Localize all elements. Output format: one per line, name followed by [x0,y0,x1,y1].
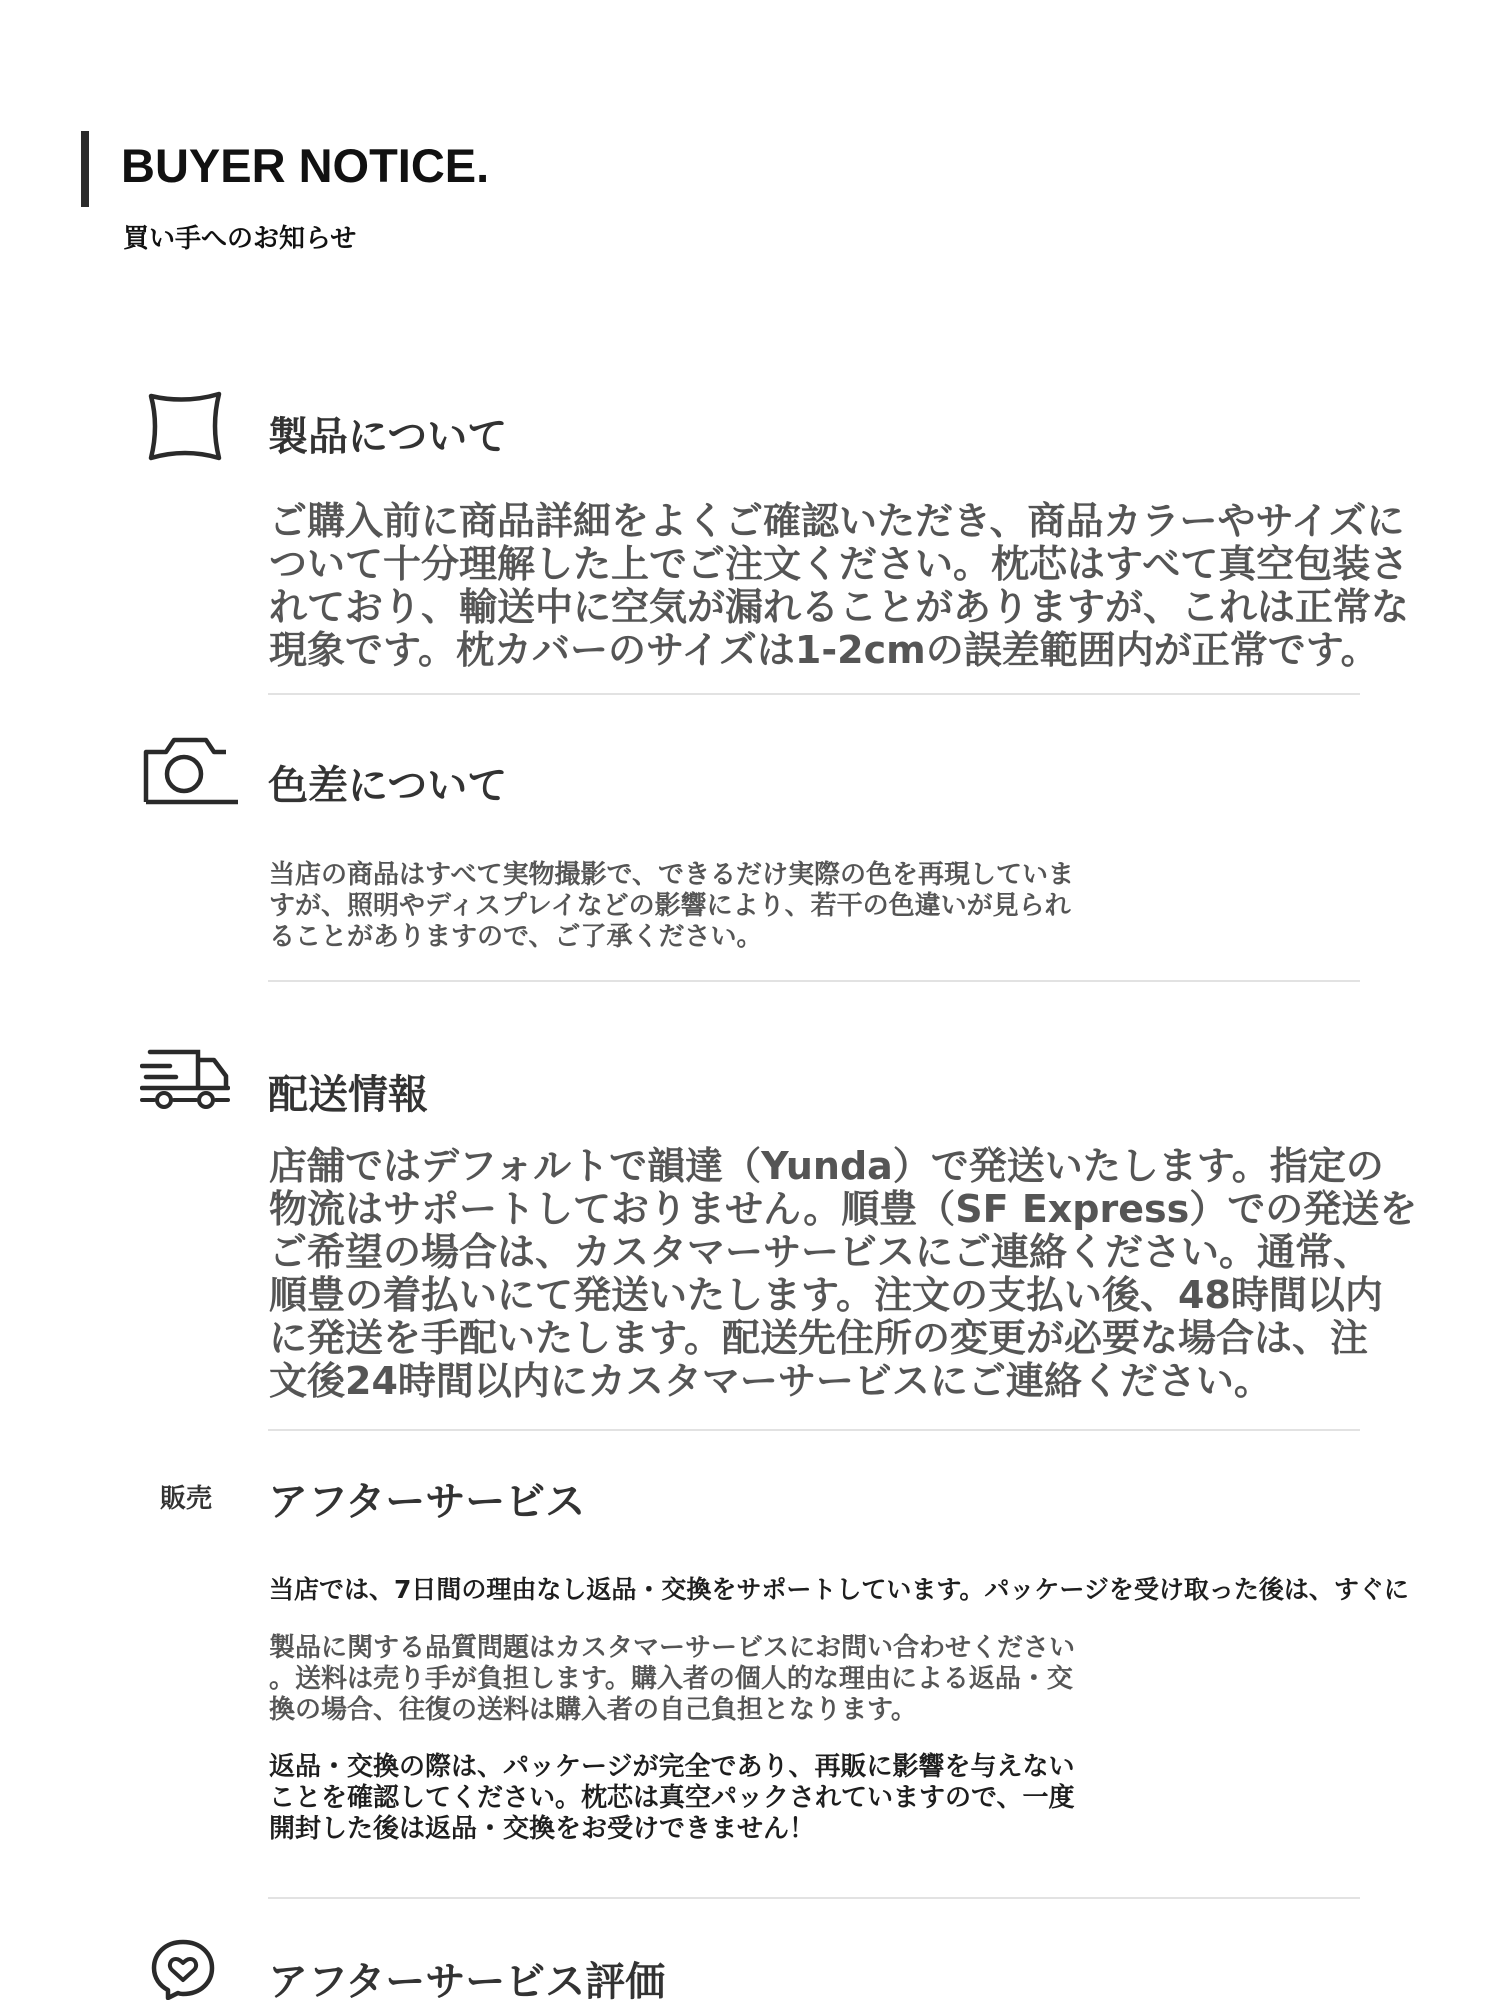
return-line: 開封した後は返品・交換をお受けできません！ [269,1814,816,1844]
shipping-text [269,1145,1417,1403]
return-line: ことを確認してください。枕芯は真空パックされていますので、一度 [269,1783,1075,1813]
return-text [269,1752,1074,1845]
product-line: れており、輸送中に空気が漏れることがありますが、これは正常な [269,585,1410,629]
page-title: BUYER NOTICE. [121,139,490,192]
sale-label: 販売 [160,1484,213,1514]
section-title-review: アフターサービス評価 [268,1959,666,2005]
after-service-intro: 当店では、7日間の理由なし返品・交換をサポートしています。パッケージを受け取った後は、すぐに [269,1575,1409,1604]
section-title-product: 製品について [268,414,508,460]
shipping-line: 文後24時間以内にカスタマーサービスにご連絡ください。 [269,1359,1272,1403]
product-line: ついて十分理解した上でご注文ください。枕芯はすべて真空包装さ [269,542,1409,586]
divider [268,1429,1360,1431]
pillow-icon [145,390,225,462]
shipping-line: に発送を手配いたします。配送先住所の変更が必要な場合は、注 [269,1316,1368,1360]
section-title-color: 色差について [268,763,508,809]
shipping-line: ご希望の場合は、カスタマーサービスにご連絡ください。通常、 [269,1230,1372,1274]
color-line: ることがありますので、ご了承ください。 [269,922,763,952]
product-text [269,500,1409,672]
shipping-line: 店舗ではデフォルトで韻達（Yunda）で発送いたします。指定の [269,1144,1384,1188]
section-title-shipping: 配送情報 [268,1072,428,1118]
quality-text [269,1633,1075,1726]
color-line: すが、照明やディスプレイなどの影響により、若干の色違いが見られ [269,891,1071,921]
product-line: ご購入前に商品詳細をよくご確認いただき、商品カラーやサイズに [269,499,1405,543]
page-subtitle: 買い手へのお知らせ [123,224,357,254]
truck-icon [140,1046,230,1110]
header-accent-bar [81,131,89,207]
shipping-line: 物流はサポートしておりません。順豊（SF Express）での発送を [269,1187,1418,1231]
shipping-line: 順豊の着払いにて発送いたします。注文の支払い後、48時間以内 [269,1273,1383,1317]
quality-line: 換の場合、往復の送料は購入者の自己負担となります。 [269,1695,917,1725]
color-line: 当店の商品はすべて実物撮影で、できるだけ実際の色を再現していま [269,860,1074,890]
divider [268,980,1360,982]
quality-line: 製品に関する品質問題はカスタマーサービスにお問い合わせください [269,1633,1076,1663]
color-text [269,860,1074,953]
return-line: 返品・交換の際は、パッケージが完全であり、再販に影響を与えない [269,1752,1075,1782]
divider [268,1897,1360,1899]
divider [268,693,1360,695]
section-title-after-service: アフターサービス [268,1479,586,1525]
chat-heart-icon [150,1938,216,2000]
quality-line: 。送料は売り手が負担します。購入者の個人的な理由による返品・交 [269,1664,1073,1694]
product-line: 現象です。枕カバーのサイズは1-2cmの誤差範囲内が正常です。 [269,628,1379,672]
camera-icon [142,736,242,806]
